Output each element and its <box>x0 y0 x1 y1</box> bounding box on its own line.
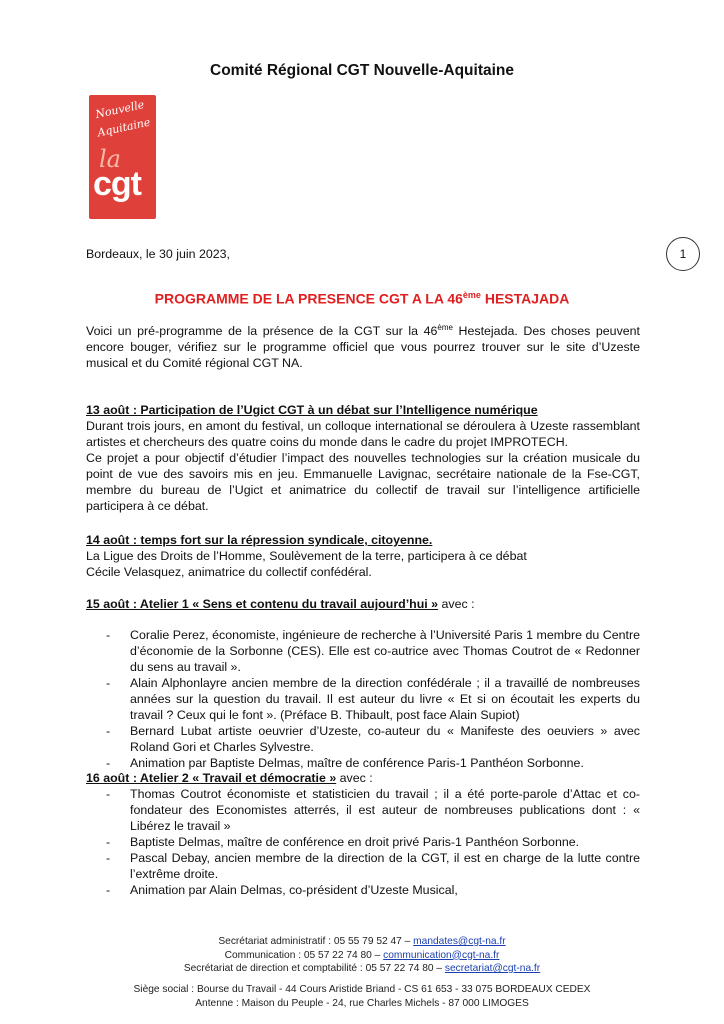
footer-contacts <box>0 935 724 976</box>
footer-text: Communication : 05 57 22 74 80 – <box>224 949 384 961</box>
section-13-august <box>86 402 640 514</box>
list-item: - Pascal Debay, ancien membre de la direction de la CGT, il est en charge de la lutte contre l’extrême droite. <box>106 851 640 881</box>
title-main: PROGRAMME DE LA PRESENCE CGT A LA 46 <box>154 290 463 307</box>
email-link-communication[interactable]: communication@cgt-na.fr <box>383 949 500 961</box>
section-16-august <box>86 770 640 898</box>
section-heading-tail: avec : <box>336 771 373 785</box>
section-heading: 15 août : Atelier 1 « Sens et contenu du travail aujourd’hui » <box>86 597 439 611</box>
email-link-mandates[interactable]: mandates@cgt-na.fr <box>413 936 506 947</box>
intro-sup: ème <box>437 323 453 332</box>
logo-text-line4: cgt <box>93 165 141 203</box>
list-item-text: Animation par Baptiste Delmas, maître de conférence Paris-1 Panthéon Sorbonne. <box>130 756 584 770</box>
section-paragraph: Durant trois jours, en amont du festival, un colloque international se déroulera à Uzeste rassemblant artistes et chercheurs des quatre coins du monde dans le cadre du projet IMPROTECH. <box>86 419 640 449</box>
footer-text: Secrétariat de direction et comptabilité : 05 57 22 74 80 – <box>183 963 445 974</box>
list-item: - Coralie Perez, économiste, ingénieure de recherche à l’Université Paris 1 membre du Centre d’économie de la Sorbonne (CES). Elle est co-autrice avec Thomas Coutrot de « Redonner du sens au travail ». <box>106 628 640 674</box>
list-item: - Bernard Lubat artiste oeuvrier d’Uzeste, co-auteur du « Manifeste des oeuviers » avec Roland Gori et Charles Sylvestre. <box>106 724 640 754</box>
footer-line <box>0 962 724 976</box>
document-date: Bordeaux, le 30 juin 2023, <box>86 247 230 261</box>
section-heading-tail: avec : <box>438 597 475 611</box>
page-number: 1 <box>666 237 700 271</box>
list-item-text: Pascal Debay, ancien membre de la direction de la CGT, il est en charge de la lutte contre l’extrême droite. <box>130 851 640 881</box>
speaker-list <box>86 627 640 771</box>
logo-text-line2: Aquitaine <box>96 115 152 140</box>
intro-text-start: Voici un pré-programme de la présence de la CGT sur la 46 <box>86 324 438 338</box>
footer-address-siege: Siège social : Bourse du Travail - 44 Cours Aristide Briand - CS 61 653 - 33 075 BORDEAUX CEDEX <box>133 984 591 995</box>
section-heading-line <box>86 596 640 612</box>
org-header-title: Comité Régional CGT Nouvelle-Aquitaine <box>210 62 514 79</box>
logo-text-line3: la <box>99 145 121 173</box>
section-paragraph: Ce projet a pour objectif d’étudier l’impact des nouvelles technologies sur la création musicale du point de vue des savoirs mis en jeu. Emmanuelle Lavignac, secrétaire nationale de la Fse-CGT, membre du bureau de l’Ugict et animatrice du collectif de travail sur l’intelligence artificielle participera à ce débat. <box>86 451 640 513</box>
list-item-text: Baptiste Delmas, maître de conférence en droit privé Paris-1 Panthéon Sorbonne. <box>130 835 580 849</box>
list-item: - Thomas Coutrot économiste et statisticien du travail ; il a été porte-parole d’Attac et co-fondateur des Economistes atterrés, il est auteur de nombreuses publications dont : « Libérez le travail » <box>106 787 640 833</box>
document-title <box>0 290 724 307</box>
list-item: - Animation par Alain Delmas, co-président d’Uzeste Musical, <box>106 883 458 897</box>
email-link-secretariat[interactable]: secretariat@cgt-na.fr <box>444 963 541 974</box>
section-14-august <box>86 532 640 580</box>
footer-addresses <box>0 983 724 1010</box>
section-heading: 14 août : temps fort sur la répression syndicale, citoyenne. <box>86 533 433 547</box>
intro-paragraph <box>86 323 640 371</box>
section-heading: 13 août : Participation de l’Ugict CGT à un débat sur l’Intelligence numérique <box>86 403 538 417</box>
list-item-text: Bernard Lubat artiste oeuvrier d’Uzeste, co-auteur du « Manifeste des oeuviers » avec Roland Gori et Charles Sylvestre. <box>130 724 640 754</box>
title-end: HESTAJADA <box>480 290 570 307</box>
list-item: - Baptiste Delmas, maître de conférence en droit privé Paris-1 Panthéon Sorbonne. <box>106 835 580 849</box>
list-item-text: Alain Alphonlayre ancien membre de la direction confédérale ; il a travaillé de nombreuses années sur la question du travail. Il est auteur du livre « Et si on écoutait les experts du travail ? Ceux qui le font ». (Préface B. Thibault, post face Alain Supiot) <box>130 676 640 722</box>
section-paragraph: La Ligue des Droits de l’Homme, Soulèvement de la terre, participera à ce débat <box>86 549 527 563</box>
list-item-text: Coralie Perez, économiste, ingénieure de recherche à l’Université Paris 1 membre du Centre d’économie de la Sorbonne (CES). Elle est co-autrice avec Thomas Coutrot de « Redonner du sens au travail ». <box>130 628 640 674</box>
list-item: - Animation par Baptiste Delmas, maître de conférence Paris-1 Panthéon Sorbonne. <box>106 756 584 770</box>
section-heading-line <box>86 770 640 786</box>
title-sup: ème <box>462 290 481 300</box>
intro-text-end: Hestejada. Des choses peuvent encore bouger, vérifiez sur le programme officiel que vous pourrez trouver sur le site d’Uzeste musical et du Comité régional CGT NA. <box>86 324 640 370</box>
section-paragraph: Cécile Velasquez, animatrice du collectif confédéral. <box>86 565 372 579</box>
footer-line <box>0 935 724 949</box>
footer-line <box>0 949 724 963</box>
list-item-text: Animation par Alain Delmas, co-président d’Uzeste Musical, <box>130 883 458 897</box>
footer-address-antenne: Antenne : Maison du Peuple - 24, rue Charles Michels - 87 000 LIMOGES <box>195 997 529 1009</box>
speaker-list <box>86 786 640 898</box>
footer-text: Secrétariat administratif : 05 55 79 52 47 – <box>218 936 414 947</box>
list-item-text: Thomas Coutrot économiste et statisticien du travail ; il a été porte-parole d’Attac et co-fondateur des Economistes atterrés, il est auteur de nombreuses publications dont : « Libérez le travail » <box>130 787 640 833</box>
cgt-logo <box>89 95 156 219</box>
list-item: - Alain Alphonlayre ancien membre de la direction confédérale ; il a travaillé de nombreuses années sur la question du travail. Il est auteur du livre « Et si on écoutait les experts du travail ? Ceux qui le font ». (Préface B. Thibault, post face Alain Supiot) <box>106 676 640 722</box>
section-15-august <box>86 596 640 771</box>
section-heading: 16 août : Atelier 2 « Travail et démocratie » <box>86 771 337 785</box>
logo-text-line1: Nouvelle <box>94 97 146 122</box>
